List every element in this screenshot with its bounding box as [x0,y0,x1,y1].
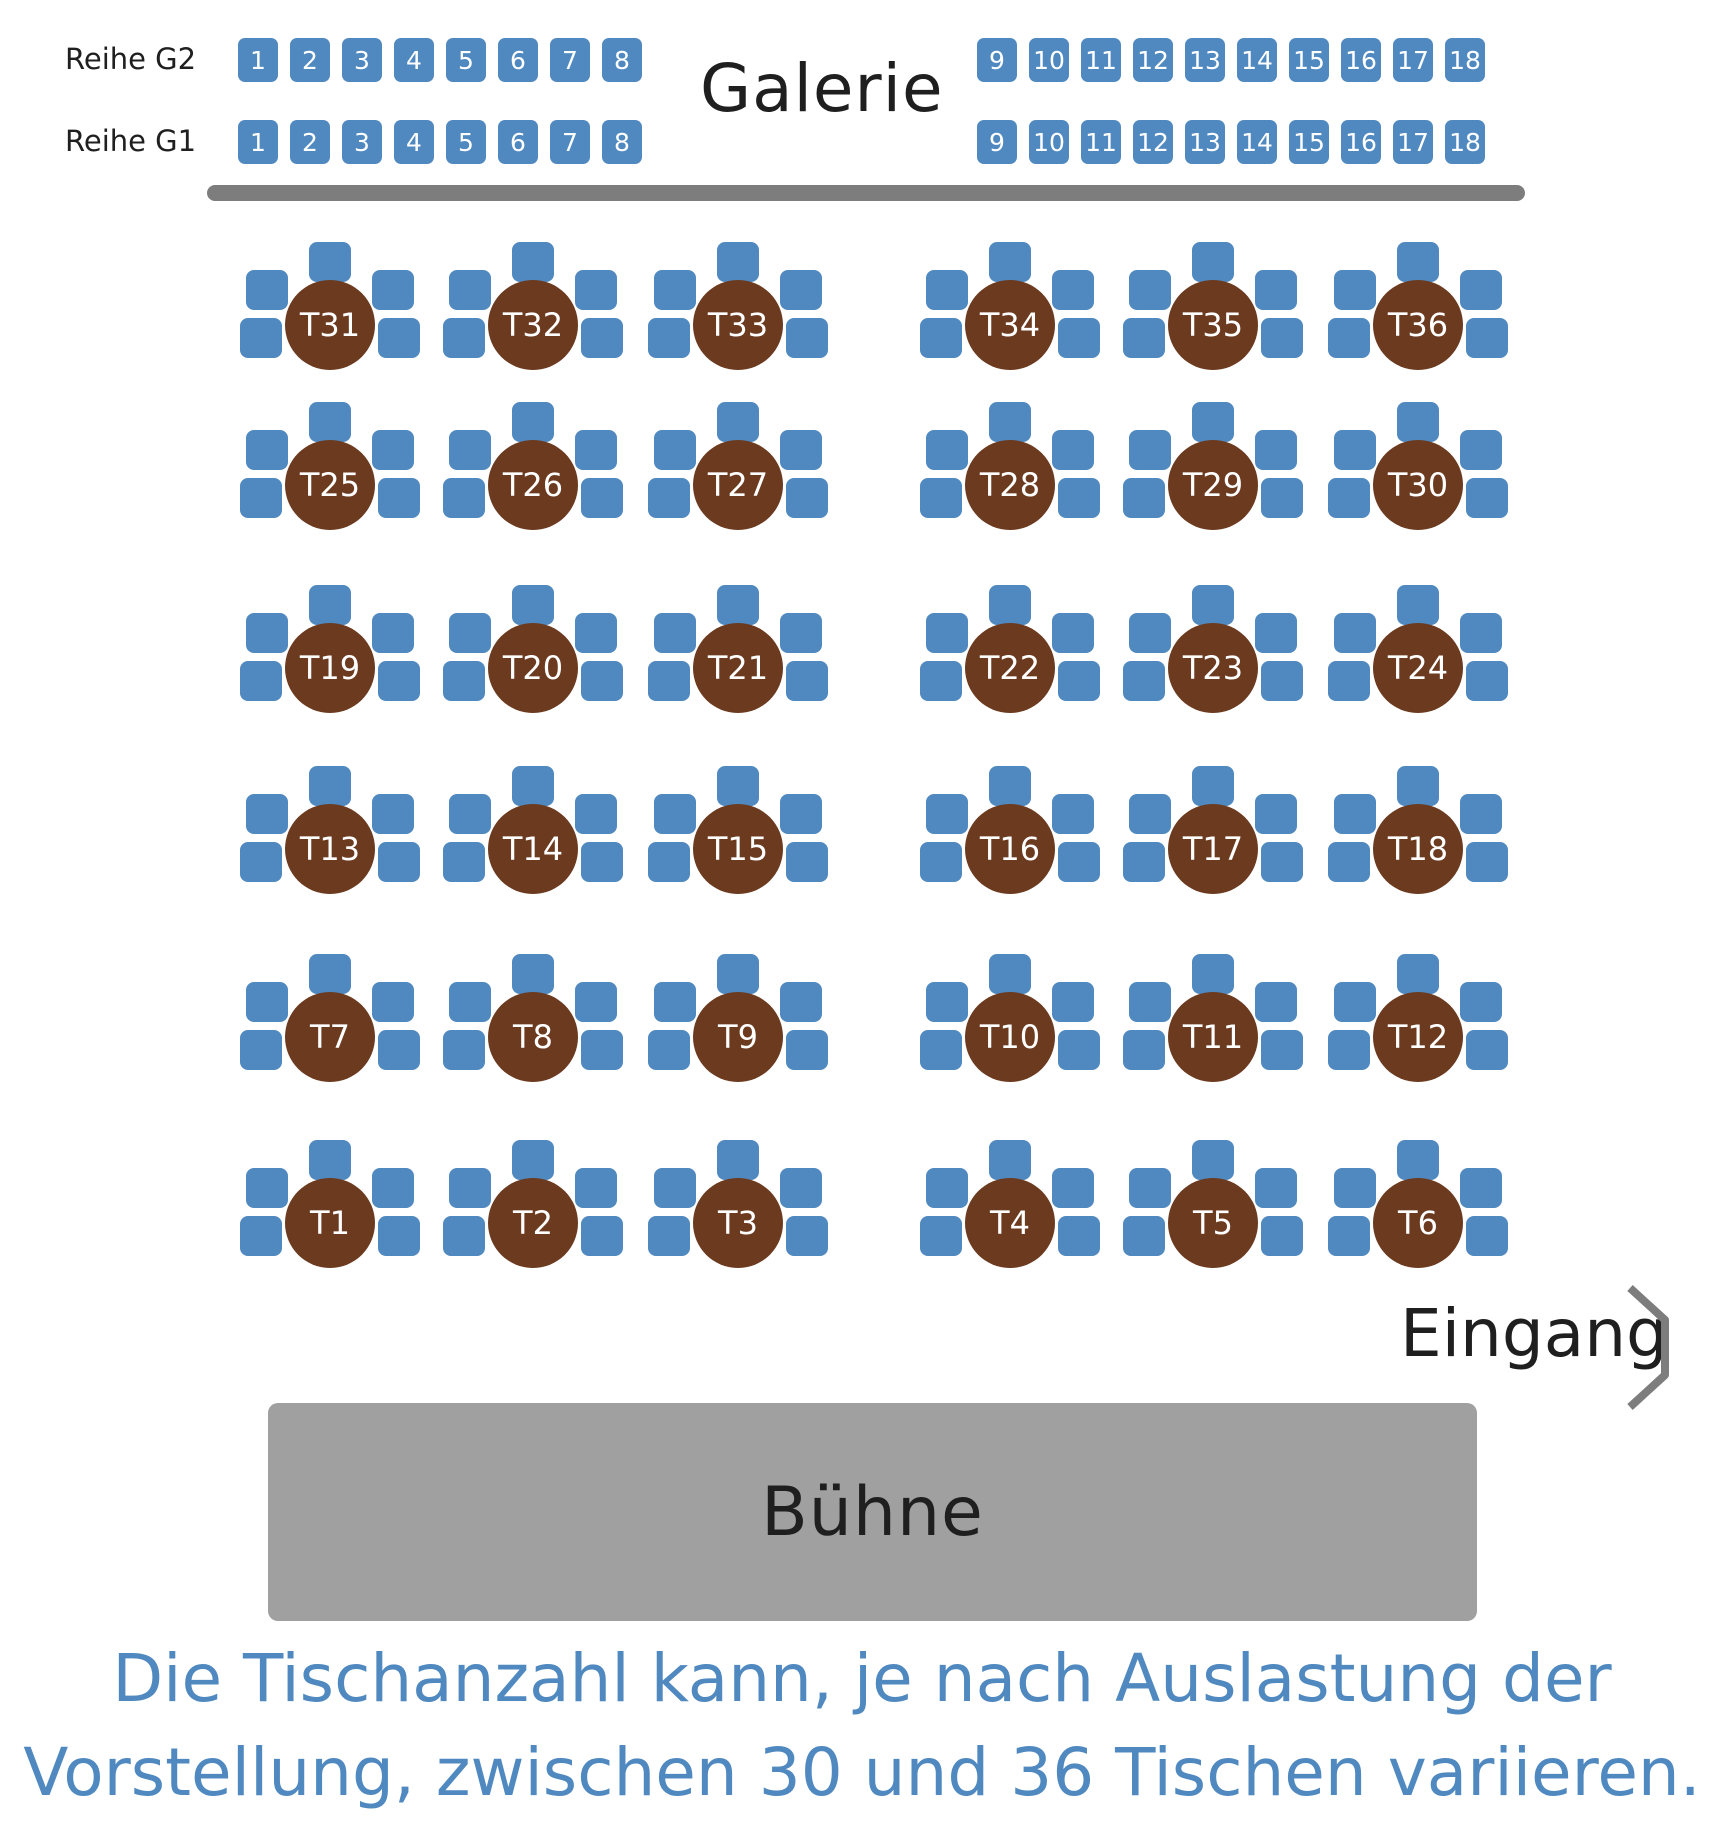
chair[interactable] [717,1140,759,1180]
table-label: T15 [693,804,783,894]
chair[interactable] [1192,1140,1234,1180]
gallery-seat[interactable]: 4 [394,120,434,164]
entrance-arrow-icon [1620,1280,1670,1415]
chair[interactable] [786,1216,828,1256]
chair[interactable] [780,982,822,1022]
table-label: T1 [285,1178,375,1268]
chair[interactable] [654,430,696,470]
chair[interactable] [920,318,962,358]
gallery-seat[interactable]: 17 [1393,120,1433,164]
table-t20[interactable] [443,585,623,735]
chair[interactable] [1466,478,1508,518]
chair[interactable] [246,982,288,1022]
chair[interactable] [1261,1216,1303,1256]
table-t7[interactable] [240,954,420,1104]
chair[interactable] [654,1168,696,1208]
chair[interactable] [1466,318,1508,358]
chair[interactable] [920,1030,962,1070]
chair[interactable] [443,478,485,518]
gallery-seat[interactable]: 1 [238,120,278,164]
table-t8[interactable] [443,954,623,1104]
chair[interactable] [1397,766,1439,806]
chair[interactable] [1052,270,1094,310]
chair[interactable] [1460,270,1502,310]
chair[interactable] [1058,318,1100,358]
gallery-seat[interactable]: 2 [290,38,330,82]
chair[interactable] [648,842,690,882]
chair[interactable] [575,613,617,653]
gallery-seat[interactable]: 9 [977,38,1017,82]
table-label: T2 [488,1178,578,1268]
chair[interactable] [512,1140,554,1180]
gallery-seat[interactable]: 5 [446,120,486,164]
entrance-label: Eingang [1400,1295,1668,1372]
chair[interactable] [654,270,696,310]
chair[interactable] [581,842,623,882]
chair[interactable] [1129,270,1171,310]
table-label: T13 [285,804,375,894]
gallery-seat[interactable]: 7 [550,38,590,82]
chair[interactable] [1192,954,1234,994]
chair[interactable] [717,954,759,994]
chair[interactable] [926,430,968,470]
chair[interactable] [648,661,690,701]
chair[interactable] [378,842,420,882]
chair[interactable] [1328,1030,1370,1070]
chair[interactable] [780,270,822,310]
chair[interactable] [1460,613,1502,653]
table-t24[interactable] [1328,585,1508,735]
table-label: T30 [1373,440,1463,530]
chair[interactable] [240,1030,282,1070]
chair[interactable] [786,318,828,358]
chair[interactable] [1255,613,1297,653]
stage-label: Bühne [761,1472,984,1552]
table-t13[interactable] [240,766,420,916]
gallery-seat[interactable]: 17 [1393,38,1433,82]
chair[interactable] [1192,402,1234,442]
table-label: T28 [965,440,1055,530]
gallery-seat[interactable]: 3 [342,120,382,164]
gallery-title: Galerie [700,50,944,127]
chair[interactable] [1334,1168,1376,1208]
gallery-seat[interactable]: 10 [1029,120,1069,164]
chair[interactable] [1129,794,1171,834]
chair[interactable] [926,613,968,653]
chair[interactable] [1466,842,1508,882]
chair[interactable] [378,1216,420,1256]
table-label: T9 [693,992,783,1082]
chair[interactable] [1334,982,1376,1022]
table-t14[interactable] [443,766,623,916]
chair[interactable] [246,1168,288,1208]
chair[interactable] [920,1216,962,1256]
chair[interactable] [717,242,759,282]
table-t35[interactable] [1123,242,1303,392]
chair[interactable] [1397,1140,1439,1180]
chair[interactable] [372,430,414,470]
chair[interactable] [926,982,968,1022]
gallery-seat[interactable]: 16 [1341,120,1381,164]
chair[interactable] [1328,1216,1370,1256]
table-label: T31 [285,280,375,370]
gallery-seat[interactable]: 11 [1081,120,1121,164]
table-label: T7 [285,992,375,1082]
table-label: T5 [1168,1178,1258,1268]
table-t16[interactable] [920,766,1100,916]
chair[interactable] [989,242,1031,282]
chair[interactable] [581,318,623,358]
chair[interactable] [1255,430,1297,470]
table-label: T21 [693,623,783,713]
chair[interactable] [246,270,288,310]
gallery-seat[interactable]: 7 [550,120,590,164]
chair[interactable] [512,402,554,442]
chair[interactable] [1261,661,1303,701]
chair[interactable] [1466,1030,1508,1070]
table-t5[interactable] [1123,1140,1303,1290]
chair[interactable] [1058,1216,1100,1256]
chair[interactable] [449,794,491,834]
chair[interactable] [372,794,414,834]
chair[interactable] [1129,1168,1171,1208]
chair[interactable] [1397,585,1439,625]
chair[interactable] [581,1216,623,1256]
table-label: T33 [693,280,783,370]
chair[interactable] [989,954,1031,994]
table-t27[interactable] [648,402,828,552]
chair[interactable] [926,1168,968,1208]
table-label: T22 [965,623,1055,713]
chair[interactable] [1123,842,1165,882]
chair[interactable] [581,478,623,518]
table-label: T18 [1373,804,1463,894]
chair[interactable] [449,270,491,310]
table-label: T16 [965,804,1055,894]
table-t32[interactable] [443,242,623,392]
chair[interactable] [309,585,351,625]
chair[interactable] [378,478,420,518]
table-label: T25 [285,440,375,530]
chair[interactable] [443,661,485,701]
chair[interactable] [1334,613,1376,653]
chair[interactable] [1460,794,1502,834]
stage [268,1403,1477,1621]
chair[interactable] [443,318,485,358]
chair[interactable] [378,1030,420,1070]
chair[interactable] [1052,430,1094,470]
chair[interactable] [1397,954,1439,994]
chair[interactable] [989,585,1031,625]
chair[interactable] [575,270,617,310]
table-t21[interactable] [648,585,828,735]
table-label: T26 [488,440,578,530]
table-label: T3 [693,1178,783,1268]
table-label: T29 [1168,440,1258,530]
chair[interactable] [1255,270,1297,310]
chair[interactable] [449,1168,491,1208]
gallery-seat[interactable]: 6 [498,120,538,164]
table-label: T27 [693,440,783,530]
chair[interactable] [920,842,962,882]
chair[interactable] [1192,585,1234,625]
chair[interactable] [1261,318,1303,358]
chair[interactable] [309,402,351,442]
chair[interactable] [648,1030,690,1070]
chair[interactable] [1466,1216,1508,1256]
chair[interactable] [926,794,968,834]
table-t25[interactable] [240,402,420,552]
table-t17[interactable] [1123,766,1303,916]
chair[interactable] [1129,982,1171,1022]
gallery-seat[interactable]: 16 [1341,38,1381,82]
chair[interactable] [1052,613,1094,653]
chair[interactable] [780,794,822,834]
chair[interactable] [786,842,828,882]
chair[interactable] [648,478,690,518]
gallery-seat[interactable]: 5 [446,38,486,82]
gallery-seat[interactable]: 8 [602,38,642,82]
table-label: T34 [965,280,1055,370]
table-t3[interactable] [648,1140,828,1290]
chair[interactable] [1129,430,1171,470]
capacity-note-line-1: Die Tischanzahl kann, je nach Auslastung der [112,1640,1612,1717]
chair[interactable] [1052,1168,1094,1208]
gallery-seat[interactable]: 13 [1185,120,1225,164]
table-t26[interactable] [443,402,623,552]
gallery-seat[interactable]: 2 [290,120,330,164]
table-t11[interactable] [1123,954,1303,1104]
chair[interactable] [1460,1168,1502,1208]
table-label: T8 [488,992,578,1082]
chair[interactable] [717,585,759,625]
chair[interactable] [1129,613,1171,653]
table-label: T20 [488,623,578,713]
chair[interactable] [581,661,623,701]
chair[interactable] [1052,794,1094,834]
table-t23[interactable] [1123,585,1303,735]
chair[interactable] [443,842,485,882]
gallery-seat[interactable]: 15 [1289,38,1329,82]
chair[interactable] [1460,430,1502,470]
chair[interactable] [309,1140,351,1180]
table-t33[interactable] [648,242,828,392]
capacity-note-line-2: Vorstellung, zwischen 30 und 36 Tischen variieren. [23,1734,1701,1811]
chair[interactable] [1123,478,1165,518]
chair[interactable] [449,613,491,653]
gallery-seat[interactable]: 14 [1237,120,1277,164]
table-label: T35 [1168,280,1258,370]
chair[interactable] [1123,1216,1165,1256]
table-t4[interactable] [920,1140,1100,1290]
gallery-row-label: Reihe G2 [65,42,197,76]
chair[interactable] [1123,661,1165,701]
chair[interactable] [449,430,491,470]
table-label: T10 [965,992,1055,1082]
chair[interactable] [780,430,822,470]
gallery-seat[interactable]: 9 [977,120,1017,164]
capacity-note [0,1632,1724,1820]
table-t9[interactable] [648,954,828,1104]
table-label: T19 [285,623,375,713]
table-t1[interactable] [240,1140,420,1290]
gallery-seat[interactable]: 10 [1029,38,1069,82]
chair[interactable] [1466,661,1508,701]
chair[interactable] [246,794,288,834]
chair[interactable] [786,661,828,701]
chair[interactable] [1261,842,1303,882]
chair[interactable] [512,954,554,994]
gallery-seat[interactable]: 13 [1185,38,1225,82]
chair[interactable] [575,794,617,834]
gallery-seat[interactable]: 11 [1081,38,1121,82]
chair[interactable] [372,613,414,653]
chair[interactable] [786,478,828,518]
chair[interactable] [378,318,420,358]
chair[interactable] [309,766,351,806]
table-t36[interactable] [1328,242,1508,392]
chair[interactable] [443,1216,485,1256]
chair[interactable] [920,661,962,701]
chair[interactable] [449,982,491,1022]
chair[interactable] [1255,1168,1297,1208]
gallery-rail [207,185,1525,201]
chair[interactable] [654,794,696,834]
chair[interactable] [1123,318,1165,358]
chair[interactable] [512,585,554,625]
chair[interactable] [378,661,420,701]
table-label: T6 [1373,1178,1463,1268]
chair[interactable] [1192,766,1234,806]
chair[interactable] [309,242,351,282]
chair[interactable] [1052,982,1094,1022]
gallery-seat[interactable]: 12 [1133,120,1173,164]
chair[interactable] [1334,794,1376,834]
gallery-row-label: Reihe G1 [65,124,197,158]
chair[interactable] [1058,1030,1100,1070]
chair[interactable] [1058,842,1100,882]
table-label: T32 [488,280,578,370]
chair[interactable] [240,478,282,518]
chair[interactable] [443,1030,485,1070]
gallery-seat[interactable]: 12 [1133,38,1173,82]
table-t22[interactable] [920,585,1100,735]
chair[interactable] [246,430,288,470]
chair[interactable] [780,613,822,653]
chair[interactable] [648,318,690,358]
chair[interactable] [372,270,414,310]
chair[interactable] [654,982,696,1022]
chair[interactable] [1334,270,1376,310]
chair[interactable] [786,1030,828,1070]
chair[interactable] [575,1168,617,1208]
chair[interactable] [372,982,414,1022]
chair[interactable] [309,954,351,994]
chair[interactable] [1192,242,1234,282]
chair[interactable] [240,661,282,701]
chair[interactable] [1328,318,1370,358]
table-t6[interactable] [1328,1140,1508,1290]
chair[interactable] [1328,842,1370,882]
chair[interactable] [1328,478,1370,518]
chair[interactable] [920,478,962,518]
table-t34[interactable] [920,242,1100,392]
chair[interactable] [512,242,554,282]
table-label: T23 [1168,623,1258,713]
chair[interactable] [717,402,759,442]
chair[interactable] [1123,1030,1165,1070]
chair[interactable] [1397,402,1439,442]
chair[interactable] [575,430,617,470]
table-label: T4 [965,1178,1055,1268]
chair[interactable] [1255,794,1297,834]
chair[interactable] [989,1140,1031,1180]
table-t2[interactable] [443,1140,623,1290]
table-t29[interactable] [1123,402,1303,552]
gallery-seat[interactable]: 18 [1445,38,1485,82]
table-t15[interactable] [648,766,828,916]
chair[interactable] [581,1030,623,1070]
table-t18[interactable] [1328,766,1508,916]
chair[interactable] [1397,242,1439,282]
chair[interactable] [780,1168,822,1208]
chair[interactable] [240,842,282,882]
gallery-seat[interactable]: 14 [1237,38,1277,82]
chair[interactable] [246,613,288,653]
chair[interactable] [654,613,696,653]
table-t10[interactable] [920,954,1100,1104]
chair[interactable] [575,982,617,1022]
chair[interactable] [989,766,1031,806]
chair[interactable] [240,318,282,358]
table-t19[interactable] [240,585,420,735]
chair[interactable] [240,1216,282,1256]
gallery-seat[interactable]: 8 [602,120,642,164]
table-label: T17 [1168,804,1258,894]
table-label: T24 [1373,623,1463,713]
table-t31[interactable] [240,242,420,392]
gallery-seat[interactable]: 4 [394,38,434,82]
gallery-seat[interactable]: 18 [1445,120,1485,164]
table-label: T12 [1373,992,1463,1082]
chair[interactable] [1255,982,1297,1022]
chair[interactable] [926,270,968,310]
chair[interactable] [512,766,554,806]
table-label: T14 [488,804,578,894]
chair[interactable] [717,766,759,806]
chair[interactable] [1261,1030,1303,1070]
table-label: T11 [1168,992,1258,1082]
gallery-seat[interactable]: 6 [498,38,538,82]
table-t28[interactable] [920,402,1100,552]
table-label: T36 [1373,280,1463,370]
table-t12[interactable] [1328,954,1508,1104]
table-t30[interactable] [1328,402,1508,552]
chair[interactable] [1460,982,1502,1022]
gallery-seat[interactable]: 3 [342,38,382,82]
chair[interactable] [648,1216,690,1256]
chair[interactable] [1058,478,1100,518]
chair[interactable] [1328,661,1370,701]
chair[interactable] [989,402,1031,442]
chair[interactable] [1058,661,1100,701]
chair[interactable] [1261,478,1303,518]
gallery-seat[interactable]: 15 [1289,120,1329,164]
chair[interactable] [1334,430,1376,470]
gallery-seat[interactable]: 1 [238,38,278,82]
chair[interactable] [372,1168,414,1208]
